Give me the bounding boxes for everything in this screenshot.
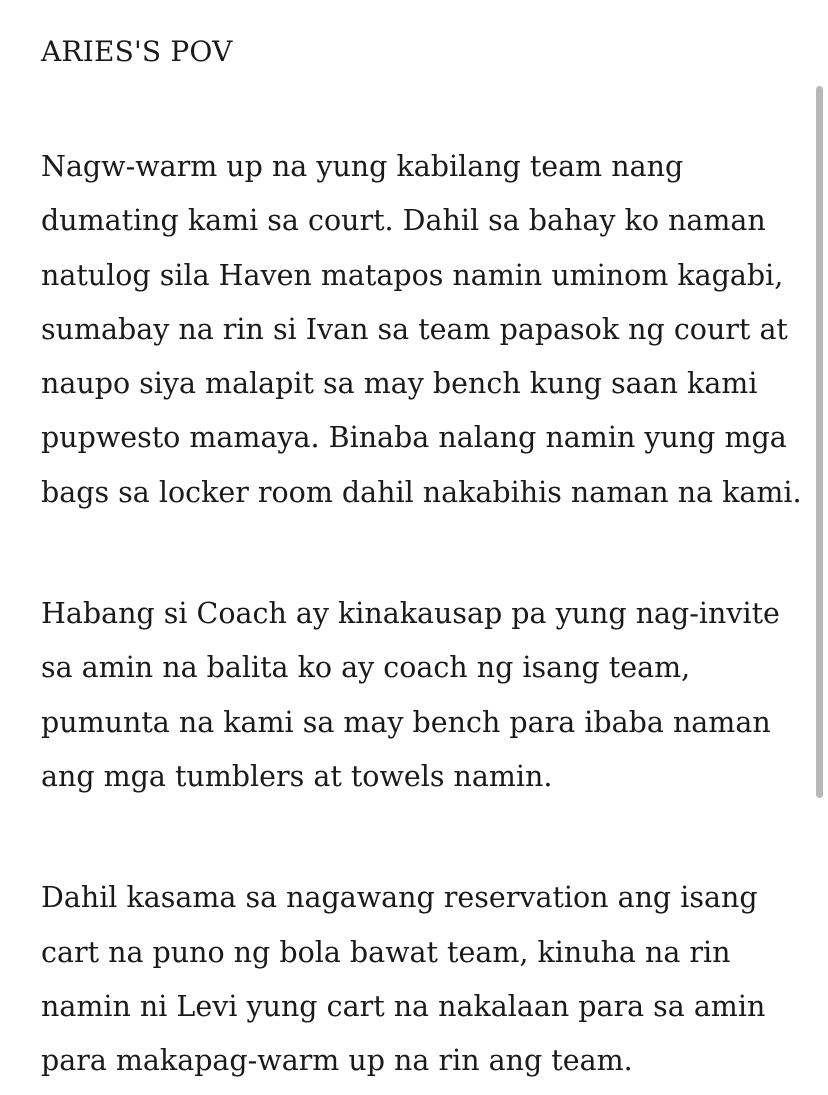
text-line: bags sa locker room dahil nakabihis naman na kami. xyxy=(41,475,802,509)
text-line: naupo siya malapit sa may bench kung saan kami xyxy=(41,367,758,401)
text-line: pumunta na kami sa may bench para ibaba naman xyxy=(41,705,771,739)
text-line: pupwesto mamaya. Binaba nalang namin yung mga xyxy=(41,421,787,455)
text-line: dumating kami sa court. Dahil sa bahay ko naman xyxy=(41,204,766,238)
text-line: Habang si Coach ay kinakausap pa yung nag-invite xyxy=(41,597,780,631)
text-line: ang mga tumblers at towels namin. xyxy=(41,759,553,793)
text-line: cart na puno ng bola bawat team, kinuha na rin xyxy=(41,935,731,969)
chapter-heading: ARIES'S POV xyxy=(41,35,233,68)
vertical-scrollbar[interactable] xyxy=(816,86,824,798)
text-line: sumabay na rin si Ivan sa team papasok ng court at xyxy=(41,312,788,346)
text-line: Nagw-warm up na yung kabilang team nang xyxy=(41,150,684,183)
story-content xyxy=(41,32,811,1095)
paragraph-3 xyxy=(41,871,811,1088)
text-line: namin ni Levi yung cart na nakalaan para sa amin xyxy=(41,989,766,1023)
scrollbar-thumb[interactable] xyxy=(816,86,823,798)
text-line: natulog sila Haven matapos namin uminom kagabi, xyxy=(41,258,784,292)
text-line: sa amin na balita ko ay coach ng isang team, xyxy=(41,651,691,685)
paragraph-1 xyxy=(41,140,811,520)
paragraph-2 xyxy=(41,587,811,804)
text-line: para makapag-warm up na rin ang team. xyxy=(41,1044,633,1078)
text-line: Dahil kasama sa nagawang reservation ang isang xyxy=(41,881,758,915)
